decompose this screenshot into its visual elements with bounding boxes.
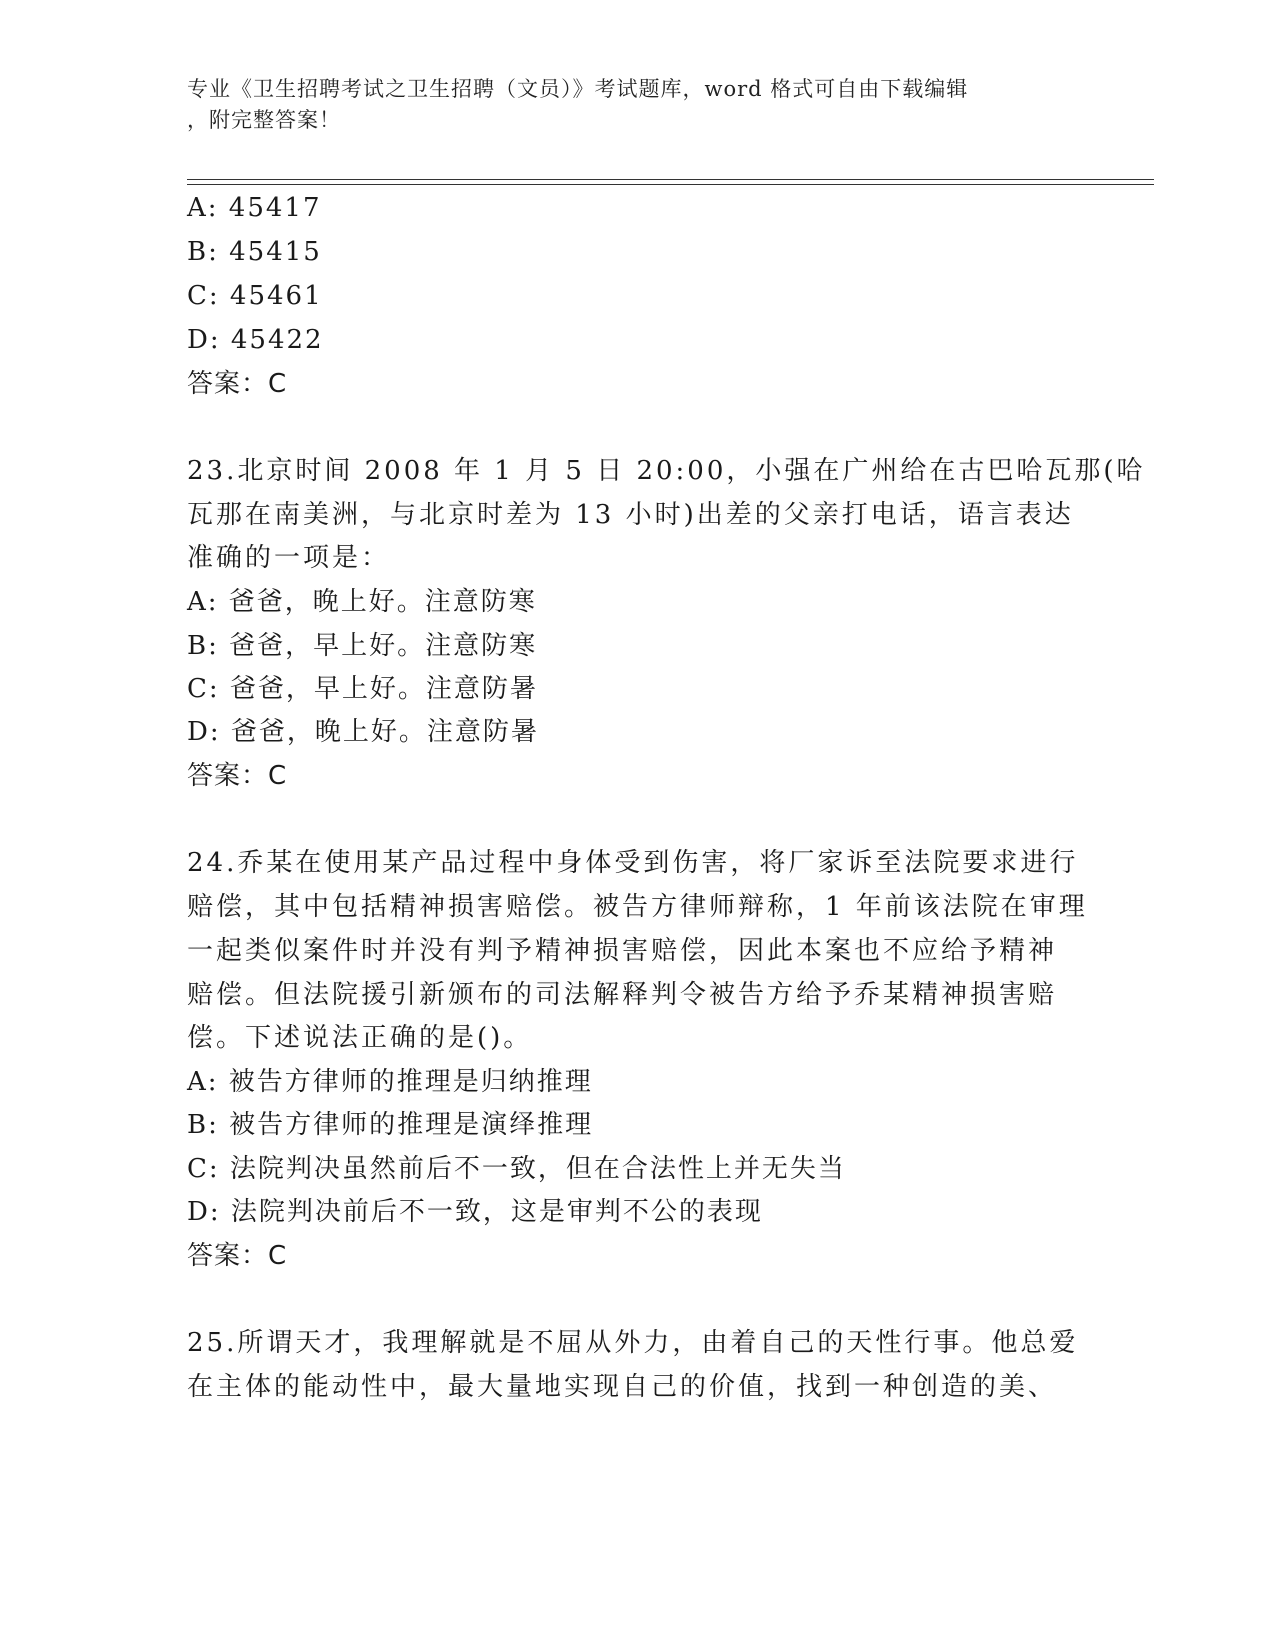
header-divider-bottom [187,184,1154,185]
q24-text-line-4: 赔偿。但法院援引新颁布的司法解释判令被告方给予乔某精神损害赔 [187,980,1058,1010]
q23-option-b: B: 爸爸，早上好。注意防寒 [187,631,538,661]
header-divider-top [187,179,1154,180]
header-line-1: 专业《卫生招聘考试之卫生招聘（文员）》考试题库，word 格式可自由下载编辑 [187,77,969,101]
q22-answer: 答案：C [187,369,288,399]
q23-text-line-1: 23.北京时间 2008 年 1 月 5 日 20:00，小强在广州给在古巴哈瓦那(哈 [187,456,1146,486]
q24-answer: 答案：C [187,1241,288,1271]
q24-option-a: A: 被告方律师的推理是归纳推理 [187,1067,593,1097]
q22-option-a: A: 45417 [187,193,322,223]
q22-option-d: D: 45422 [187,325,324,355]
q24-text-line-5: 偿。下述说法正确的是()。 [187,1023,533,1053]
q23-answer: 答案：C [187,761,288,791]
q24-option-b: B: 被告方律师的推理是演绎推理 [187,1110,594,1140]
q23-option-d: D: 爸爸，晚上好。注意防暑 [187,717,539,747]
q25-text-line-1: 25.所谓天才，我理解就是不屈从外力，由着自己的天性行事。他总爱 [187,1328,1079,1358]
q24-option-d: D: 法院判决前后不一致，这是审判不公的表现 [187,1197,763,1227]
header-line-2: ，附完整答案！ [187,108,341,132]
q23-option-c: C: 爸爸，早上好。注意防暑 [187,674,538,704]
q25-text-line-2: 在主体的能动性中，最大量地实现自己的价值，找到一种创造的美、 [187,1372,1058,1402]
page-header [187,74,1087,136]
q24-text-line-2: 赔偿，其中包括精神损害赔偿。被告方律师辩称，1 年前该法院在审理 [187,892,1088,922]
q22-option-b: B: 45415 [187,237,322,267]
q22-option-c: C: 45461 [187,281,323,311]
q23-text-line-3: 准确的一项是： [187,543,391,573]
q24-text-line-1: 24.乔某在使用某产品过程中身体受到伤害，将厂家诉至法院要求进行 [187,848,1079,878]
q23-option-a: A: 爸爸，晚上好。注意防寒 [187,587,537,617]
q23-text-line-2: 瓦那在南美洲，与北京时差为 13 小时)出差的父亲打电话，语言表达 [187,500,1074,530]
q24-text-line-3: 一起类似案件时并没有判予精神损害赔偿，因此本案也不应给予精神 [187,936,1058,966]
q24-option-c: C: 法院判决虽然前后不一致，但在合法性上并无失当 [187,1154,846,1184]
